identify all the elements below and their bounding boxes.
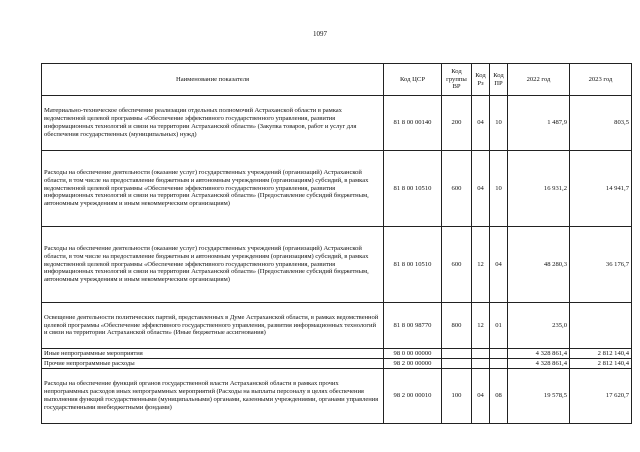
column-header-pr: Код ПР [490, 64, 508, 96]
row-pr: 08 [490, 369, 508, 424]
row-csr: 98 2 00 00000 [384, 359, 442, 369]
row-2022: 4 328 861,4 [508, 359, 570, 369]
table-row [42, 349, 632, 359]
row-pr: 04 [490, 227, 508, 303]
row-2023 [570, 303, 632, 349]
row-vr: 600 [442, 227, 472, 303]
row-pr: 10 [490, 96, 508, 151]
row-2022: 4 328 861,4 [508, 349, 570, 359]
row-rz: 12 [472, 227, 490, 303]
table-row [42, 151, 632, 227]
column-header-name: Наименование показателя [42, 64, 384, 96]
budget-table [41, 63, 632, 424]
row-2023: 2 812 140,4 [570, 359, 632, 369]
row-csr: 81 8 00 98770 [384, 303, 442, 349]
row-vr: 800 [442, 303, 472, 349]
row-name: Расходы на обеспечение функций органов государственной власти Астраханской области в рамках прочих непрограммных расходов иных непрограммных мероприятий (Расходы на выплаты персоналу в целях обеспечения выполнения функций государственными (муниципальными) органами, казенными учреждениями, органами управления государственными внебюджетными фондами) [42, 369, 384, 424]
row-name: Прочие непрограммные расходы [42, 359, 384, 369]
row-2022: 1 487,9 [508, 96, 570, 151]
row-2022: 16 931,2 [508, 151, 570, 227]
row-csr: 98 2 00 00010 [384, 369, 442, 424]
table-row [42, 96, 632, 151]
row-csr: 81 8 00 10510 [384, 227, 442, 303]
column-header-rz: Код Рз [472, 64, 490, 96]
row-rz: 04 [472, 369, 490, 424]
row-csr: 81 8 00 10510 [384, 151, 442, 227]
row-name: Расходы на обеспечение деятельности (оказание услуг) государственных учреждений (организаций) Астраханской области, в том числе на предоставление бюджетным и автономным учреждениям (организациям) субсидий, в рамках ведомственной целевой программы «Обеспечение эффективного государственного управления, развития информационных технологий и связи на территории Астраханской области» (Предоставление субсидий бюджетным, автономным учреждениям и иным некоммерческим организациям) [42, 151, 384, 227]
column-header-2023: 2023 год [570, 64, 632, 96]
column-header-2022: 2022 год [508, 64, 570, 96]
column-header-csr: Код ЦСР [384, 64, 442, 96]
row-vr [442, 349, 472, 359]
row-2023: 17 620,7 [570, 369, 632, 424]
row-name: Расходы на обеспечение деятельности (оказание услуг) государственных учреждений (организаций) Астраханской области, в том числе на предоставление бюджетным и автономным учреждениям (организациям) субсидий, в рамках ведомственной целевой программы «Обеспечение эффективного государственного управления, развития информационных технологий и связи на территории Астраханской области» (Предоставление субсидий бюджетным, автономным учреждениям и иным некоммерческим организациям) [42, 227, 384, 303]
row-vr: 200 [442, 96, 472, 151]
row-2023: 36 176,7 [570, 227, 632, 303]
row-2023: 14 941,7 [570, 151, 632, 227]
table-row [42, 359, 632, 369]
row-2022: 48 280,3 [508, 227, 570, 303]
row-2022: 235,0 [508, 303, 570, 349]
row-2022: 19 578,5 [508, 369, 570, 424]
row-csr: 98 0 00 00000 [384, 349, 442, 359]
row-rz [472, 359, 490, 369]
table-row [42, 303, 632, 349]
row-csr: 81 8 00 00140 [384, 96, 442, 151]
row-name: Иные непрограммные мероприятия [42, 349, 384, 359]
row-rz: 12 [472, 303, 490, 349]
table-header-row [42, 64, 632, 96]
table-row [42, 369, 632, 424]
row-2023: 803,5 [570, 96, 632, 151]
row-rz: 04 [472, 96, 490, 151]
column-header-vr: Код группы ВР [442, 64, 472, 96]
row-pr: 10 [490, 151, 508, 227]
row-2023: 2 812 140,4 [570, 349, 632, 359]
row-name: Освещение деятельности политических партий, представленных в Думе Астраханской области, в рамках ведомственной целевой программы «Обеспечение эффективного государственного управления, развития информационных технологий и связи на территории Астраханской области» (Иные бюджетные ассигнования) [42, 303, 384, 349]
row-pr: 01 [490, 303, 508, 349]
row-rz [472, 349, 490, 359]
row-vr [442, 359, 472, 369]
row-pr [490, 359, 508, 369]
row-vr: 600 [442, 151, 472, 227]
page-number: 1097 [313, 30, 327, 38]
row-vr: 100 [442, 369, 472, 424]
row-rz: 04 [472, 151, 490, 227]
table-row [42, 227, 632, 303]
row-name: Материально-техническое обеспечение реализации отдельных полномочий Астраханской области в рамках ведомственной целевой программы «Обеспечение эффективного государственного управления, развития информационных технологий и связи на территории Астраханской области» (Закупка товаров, работ и услуг для обеспечения государственных (муниципальных) нужд) [42, 96, 384, 151]
row-pr [490, 349, 508, 359]
